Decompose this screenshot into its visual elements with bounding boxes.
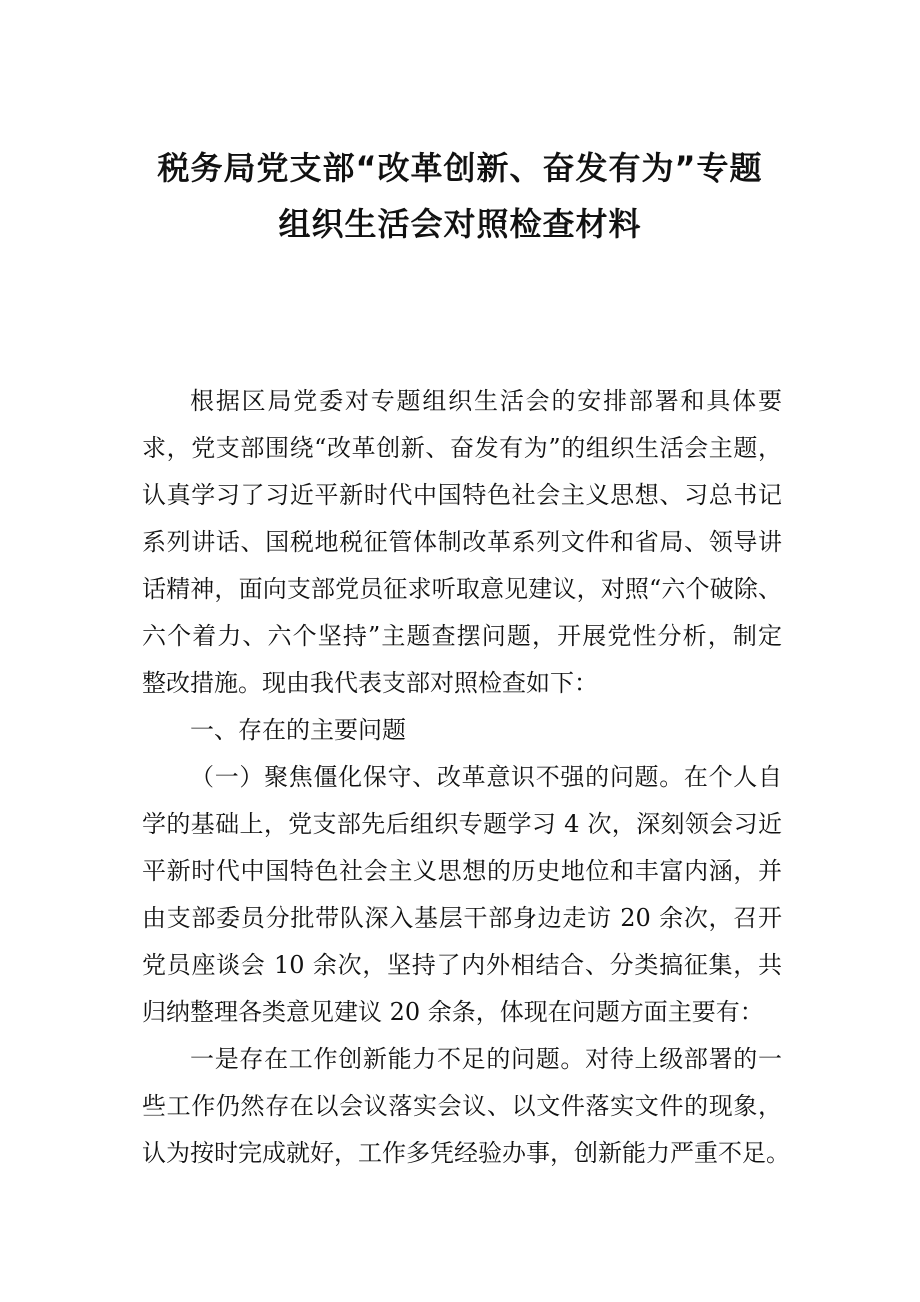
document-title-line-2: 组织生活会对照检查材料 bbox=[278, 205, 642, 243]
document-body bbox=[142, 378, 790, 1177]
section-heading bbox=[142, 707, 782, 754]
text-line: 归纳整理各类意见建议 20 余条，体现在问题方面主要有： bbox=[142, 998, 764, 1026]
paragraph-point-1 bbox=[142, 1036, 790, 1177]
document-title-line-1: 税务局党支部“改革创新、奋发有为”专题 bbox=[157, 149, 763, 187]
text-line: 由支部委员分批带队深入基层干部身边走访 20 余次，召开 bbox=[142, 904, 782, 932]
paragraph-intro bbox=[142, 378, 782, 707]
text-line: 整改措施。现由我代表支部对照检查如下： bbox=[142, 669, 598, 697]
text-line: 六个着力、六个坚持”主题查摆问题，开展党性分析，制定 bbox=[142, 622, 782, 650]
text-line: 认真学习了习近平新时代中国特色社会主义思想、习总书记 bbox=[142, 481, 782, 509]
text-line: 认为按时完成就好，工作多凭经验办事，创新能力严重不足。 bbox=[142, 1139, 790, 1167]
text-line: 些工作仍然存在以会议落实会议、以文件落实文件的现象， bbox=[142, 1092, 782, 1120]
text-line: 党员座谈会 10 余次，坚持了内外相结合、分类搞征集，共 bbox=[142, 951, 782, 979]
text-line: 学的基础上，党支部先后组织专题学习 4 次，深刻领会习近 bbox=[142, 810, 782, 838]
text-line: 根据区局党委对专题组织生活会的安排部署和具体要 bbox=[190, 387, 782, 415]
section-heading-text: 一、存在的主要问题 bbox=[190, 716, 406, 744]
text-line: （一）聚焦僵化保守、改革意识不强的问题。在个人自 bbox=[190, 763, 782, 791]
text-line: 求，党支部围绕“改革创新、奋发有为”的组织生活会主题， bbox=[142, 434, 782, 462]
text-line: 话精神，面向支部党员征求听取意见建议，对照“六个破除、 bbox=[142, 575, 782, 603]
text-line: 一是存在工作创新能力不足的问题。对待上级部署的一 bbox=[190, 1045, 782, 1073]
text-line: 平新时代中国特色社会主义思想的历史地位和丰富内涵，并 bbox=[142, 857, 782, 885]
text-line: 系列讲话、国税地税征管体制改革系列文件和省局、领导讲 bbox=[142, 528, 782, 556]
paragraph-subsection-1 bbox=[142, 754, 782, 1036]
